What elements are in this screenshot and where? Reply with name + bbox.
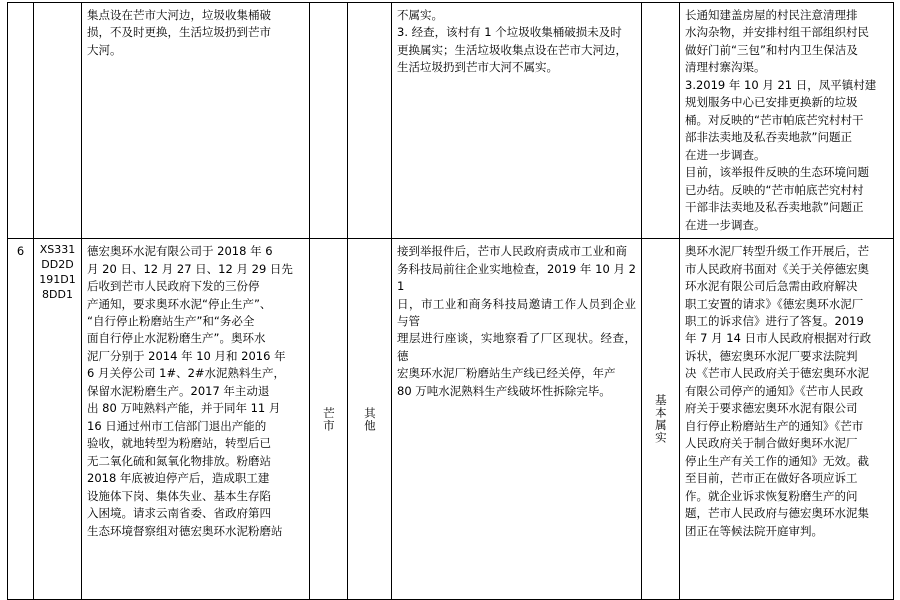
document-page xyxy=(0,2,900,556)
row-detail-cell: 长通知建盖房屋的村民注意清理排 水沟杂物，并安排村组干部组织村民 做好门前“三包”和村内卫生保洁及 清理村寨沟渠。 3.2019 年 10 月 21 日，凤平镇村建 规划服务中心已安排更换新的垃圾 桶。对反映的“芒市帕底芒究村村干 部非法卖地及私吞卖地款”问题正 在进一步调查。 目前，该举报件反映的生态环境问题 已办结。反映的“芒市帕底芒究村村 干部非法卖地及私吞卖地款”问题正 在进一步调查。 xyxy=(680,3,894,239)
row-conclusion-cell xyxy=(642,3,680,239)
row-conclusion-cell xyxy=(642,239,680,600)
table-row xyxy=(8,3,894,239)
row-type-cell xyxy=(348,239,392,600)
row-type-cell xyxy=(348,3,392,239)
row-result-cell: 接到举报件后，芒市人民政府责成市工业和商 务科技局前往企业实地检查，2019 年 10 月 21 日，市工业和商务科技局邀请工作人员到企业与管 理层进行座谈，实地察看了厂区现状。经查，德 宏奥环水泥厂粉磨站生产线已经关停，年产 80 万吨水泥熟料生产线破坏性拆除完毕。 xyxy=(392,239,642,600)
row-area-value: 芒市 xyxy=(321,406,336,432)
row-result-cell: 不属实。 3. 经查，该村有 1 个垃圾收集桶破损未及时 更换属实；生活垃圾收集点设在芒市大河边， 生活垃圾扔到芒市大河不属实。 xyxy=(392,3,642,239)
row-type-value: 其他 xyxy=(362,406,377,432)
row-area-cell xyxy=(310,3,348,239)
row-detail-cell: 奥环水泥厂转型升级工作开展后，芒 市人民政府书面对《关于关停德宏奥 环水泥有限公司后急需由政府解决 职工安置的请求》《德宏奥环水泥厂 职工的诉求信》进行了答复。2019 年 7 月 14 日市人民政府根据对行政 诉状，德宏奥环水泥厂要求法院判 决《芒市人民政府关于德宏奥环水泥 有限公司停产的通知》《芒市人民政 府关于要求德宏奥环水泥有限公司 自行停止粉磨站生产的通知》《芒市 人民政府关于制合做好奥环水泥厂 停止生产有关工作的通知》无效。截 至目前，芒市正在做好各项应诉工 作。就企业诉求恢复粉磨生产的问 题，芒市人民政府与德宏奥环水泥集 团正在等候法院开庭审判。 xyxy=(680,239,894,600)
table-row xyxy=(8,239,894,600)
inspection-records-table xyxy=(7,2,894,600)
row-description-cell: 集点设在芒市大河边，垃圾收集桶破 损，不及时更换，生活垃圾扔到芒市 大河。 xyxy=(82,3,310,239)
row-code-cell xyxy=(34,3,82,239)
row-area-cell xyxy=(310,239,348,600)
row-code-cell xyxy=(34,239,82,600)
row-conclusion-value: 基本属实 xyxy=(653,394,668,445)
row-number-cell xyxy=(8,3,34,239)
row-code-value: XS331DD2D191D18DD1 xyxy=(39,243,76,301)
row-number-cell: 6 xyxy=(8,239,34,600)
row-description-cell: 德宏奥环水泥有限公司于 2018 年 6 月 20 日、12 月 27 日、12 月 29 日先 后收到芒市人民政府下发的三份停 产通知，要求奥环水泥“停止生产”、 “自行停止粉磨站生产”和“务必全 面自行停止水泥粉磨生产”。奥环水 泥厂分别于 2014 年 10 月和 2016 年 6 月关停公司 1#、2#水泥熟料生产， 保留水泥粉磨生产。2017 年主动退 出 80 万吨熟料产能，并于同年 11 月 16 日通过州市工信部门退出产能的 验收，就地转型为粉磨站，转型后已 无二氧化硫和氮氧化物排放。粉磨站 2018 年底被迫停产后，造成职工建 设施体下岗、集体失业、基本生存陷 入困境。请求云南省委、省政府第四 生态环境督察组对德宏奥环水泥粉磨站 xyxy=(82,239,310,600)
